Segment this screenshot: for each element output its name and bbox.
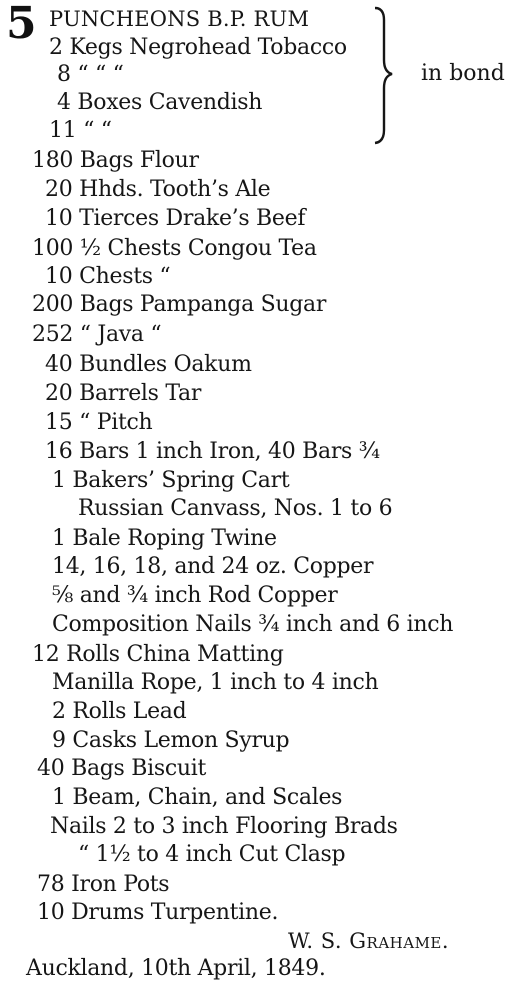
list-item: 9 Casks Lemon Syrup	[52, 728, 290, 753]
drop-cap-numeral: 5	[6, 0, 37, 49]
list-item: 16 Bars 1 inch Iron, 40 Bars ¾	[45, 439, 380, 464]
list-item: 252 “ Java “	[32, 322, 162, 347]
signature: W. S. Grahame.	[288, 929, 450, 953]
list-item: 2 Rolls Lead	[52, 699, 187, 724]
list-item: Manilla Rope, 1 inch to 4 inch	[52, 670, 379, 695]
list-item: 15 “ Pitch	[45, 410, 153, 435]
dateline: Auckland, 10th April, 1849.	[26, 956, 326, 981]
list-item: Nails 2 to 3 inch Flooring Brads	[50, 814, 398, 839]
list-item: 14, 16, 18, and 24 oz. Copper	[52, 554, 374, 579]
list-item: 1 Bale Roping Twine	[52, 526, 277, 551]
list-item: 1 Beam, Chain, and Scales	[52, 785, 343, 810]
in-bond-label: in bond	[421, 61, 505, 86]
list-item: 180 Bags Flour	[32, 148, 199, 173]
list-item: Composition Nails ¾ inch and 6 inch	[52, 612, 454, 637]
list-item: ⅝ and ¾ inch Rod Copper	[52, 583, 338, 608]
list-item: 2 Kegs Negrohead Tobacco	[49, 35, 347, 60]
list-item: 10 Tierces Drake’s Beef	[45, 206, 306, 231]
list-item: 20 Hhds. Tooth’s Ale	[45, 177, 271, 202]
list-item: Russian Canvass, Nos. 1 to 6	[78, 496, 393, 521]
list-item: 10 Drums Turpentine.	[37, 900, 279, 925]
list-item: 200 Bags Pampanga Sugar	[32, 292, 327, 317]
list-item: 12 Rolls China Matting	[32, 642, 284, 667]
list-item: 10 Chests “	[45, 264, 171, 289]
list-item: 40 Bundles Oakum	[45, 352, 252, 377]
list-item: 20 Barrels Tar	[45, 381, 202, 406]
list-item: 8 “ “ “	[57, 62, 124, 87]
list-item: 4 Boxes Cavendish	[57, 90, 263, 115]
list-item: “ 1½ to 4 inch Cut Clasp	[78, 842, 346, 867]
list-item: 40 Bags Biscuit	[37, 756, 206, 781]
header-line: PUNCHEONS B.P. RUM	[49, 7, 310, 31]
list-item: 78 Iron Pots	[37, 872, 170, 897]
curly-brace-icon	[372, 6, 394, 146]
list-item: 100 ½ Chests Congou Tea	[32, 236, 317, 261]
list-item: 1 Bakers’ Spring Cart	[52, 468, 290, 493]
list-item: 11 “ “	[49, 118, 112, 143]
